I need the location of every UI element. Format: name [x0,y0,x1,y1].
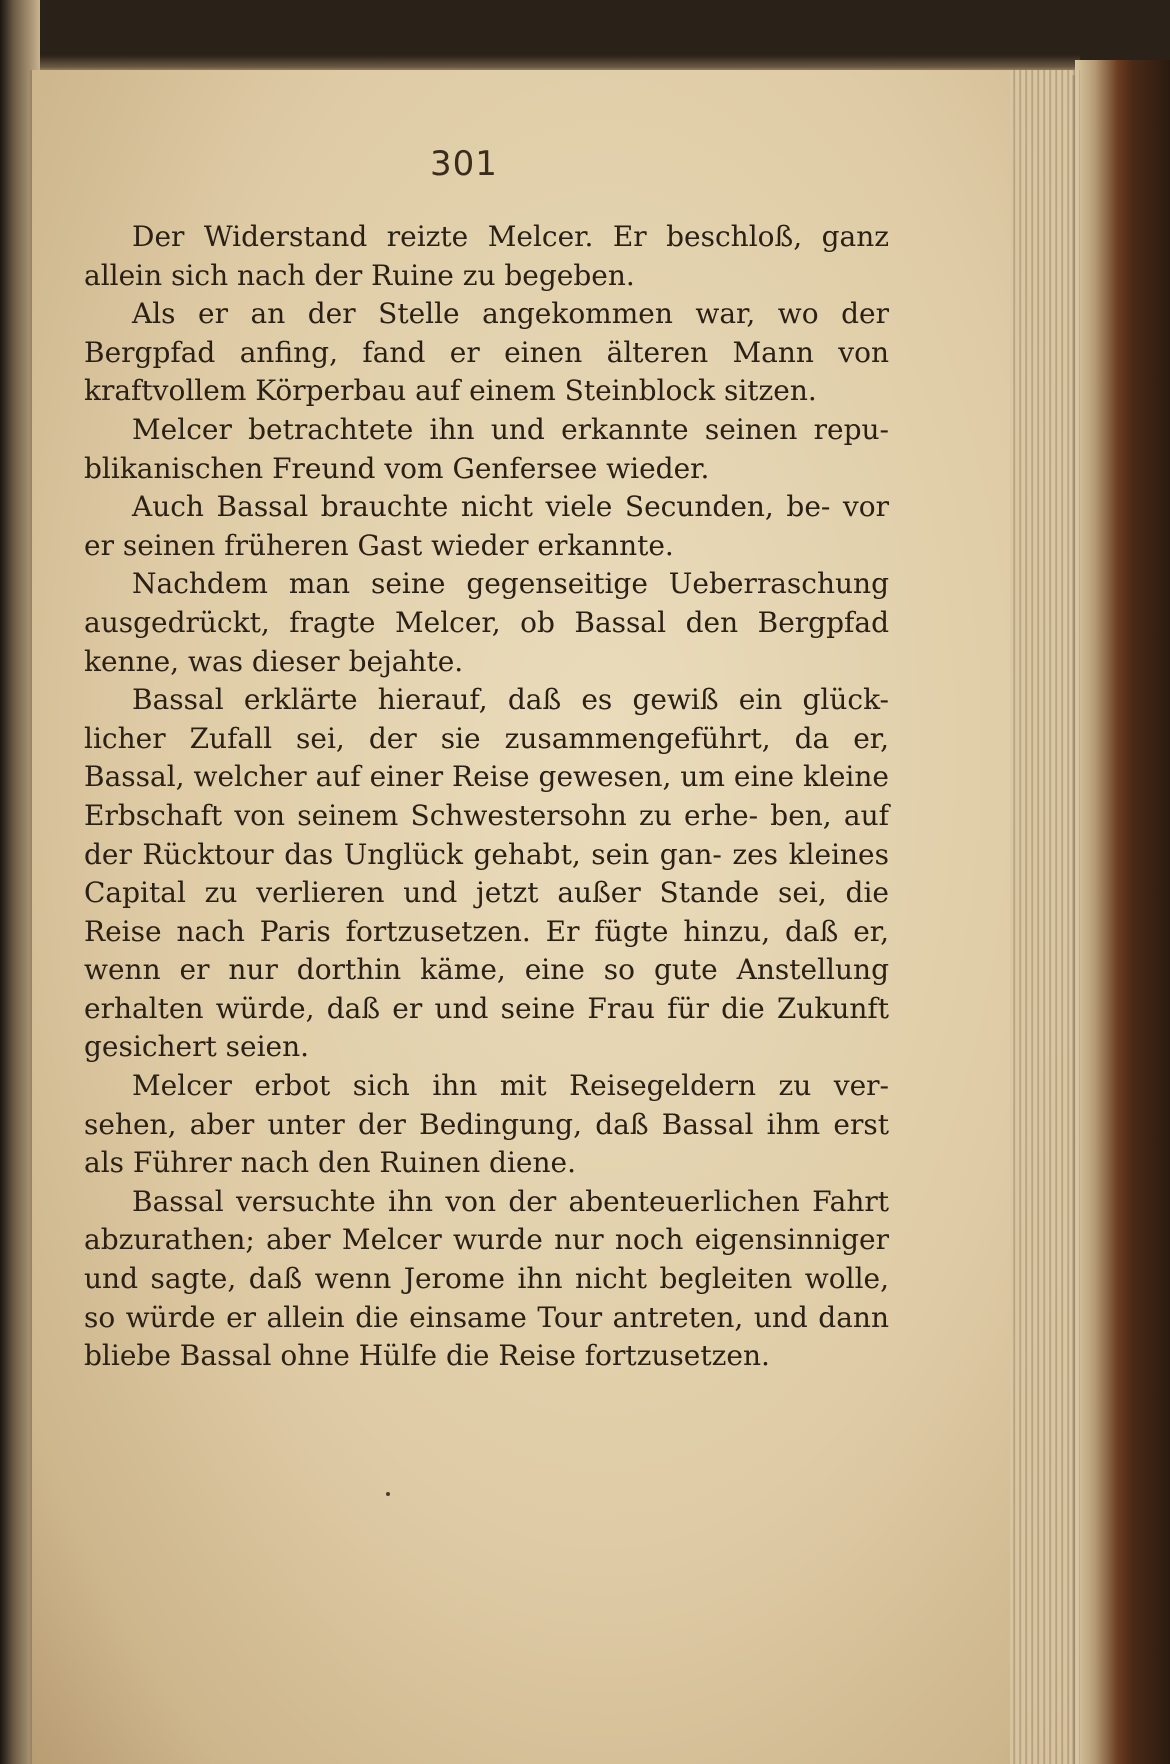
ink-speck [386,1492,390,1496]
paragraph: Melcer betrachtete ihn und erkannte seinen repu- blikanischen Freund vom Genfersee wieder. [84,412,889,485]
book-cover-edge [1075,60,1170,1764]
paragraph: Melcer erbot sich ihn mit Reisegeldern zu ver- sehen, aber unter der Bedingung, daß Bassal ihm erst als Führer nach den Ruinen diene. [84,1069,889,1180]
paragraph: Auch Bassal brauchte nicht viele Secunden, be- vor er seinen früheren Gast wieder erkannte. [84,490,889,562]
paragraph: Nachdem man seine gegenseitige Ueberraschung ausgedrückt, fragte Melcer, ob Bassal den Bergpfad kenne, was dieser bejahte. [84,567,889,678]
paragraph: Als er an der Stelle angekommen war, wo der Bergpfad anfing, fand er einen älteren Mann von kraftvollem Körperbau auf einem Steinblock sitzen. [84,297,889,408]
paragraph: Bassal erklärte hierauf, daß es gewiß ein glück- licher Zufall sei, der sie zusammengeführt, da er, Bassal, welcher auf einer Reise gewesen, um eine kleine Erbschaft von seinem Schwestersohn zu erhe- ben, auf der Rücktour das Unglück gehabt, sein gan- zes kleines Capital zu verlieren und jetzt außer Stande sei, die Reise nach Paris fortzusetzen. Er fügte hinzu, daß er, wenn er nur dorthin käme, eine so gute Anstellung erhalten würde, daß er und seine Frau für die Zukunft gesichert seien. [84,683,889,1064]
page-stack-edges [1010,70,1080,1764]
paragraph: Der Widerstand reizte Melcer. Er beschloß, ganz allein sich nach der Ruine zu begeben. [84,220,889,292]
page-number: 301 [430,144,498,184]
paragraph: Bassal versuchte ihn von der abenteuerlichen Fahrt abzurathen; aber Melcer wurde nur noch eigensinniger und sagte, daß wenn Jerome ihn nicht begleiten wolle, so würde er allein die einsame Tour antreten, und dann bliebe Bassal ohne Hülfe die Reise fortzusetzen. [84,1184,889,1373]
page-text [84,218,889,1376]
